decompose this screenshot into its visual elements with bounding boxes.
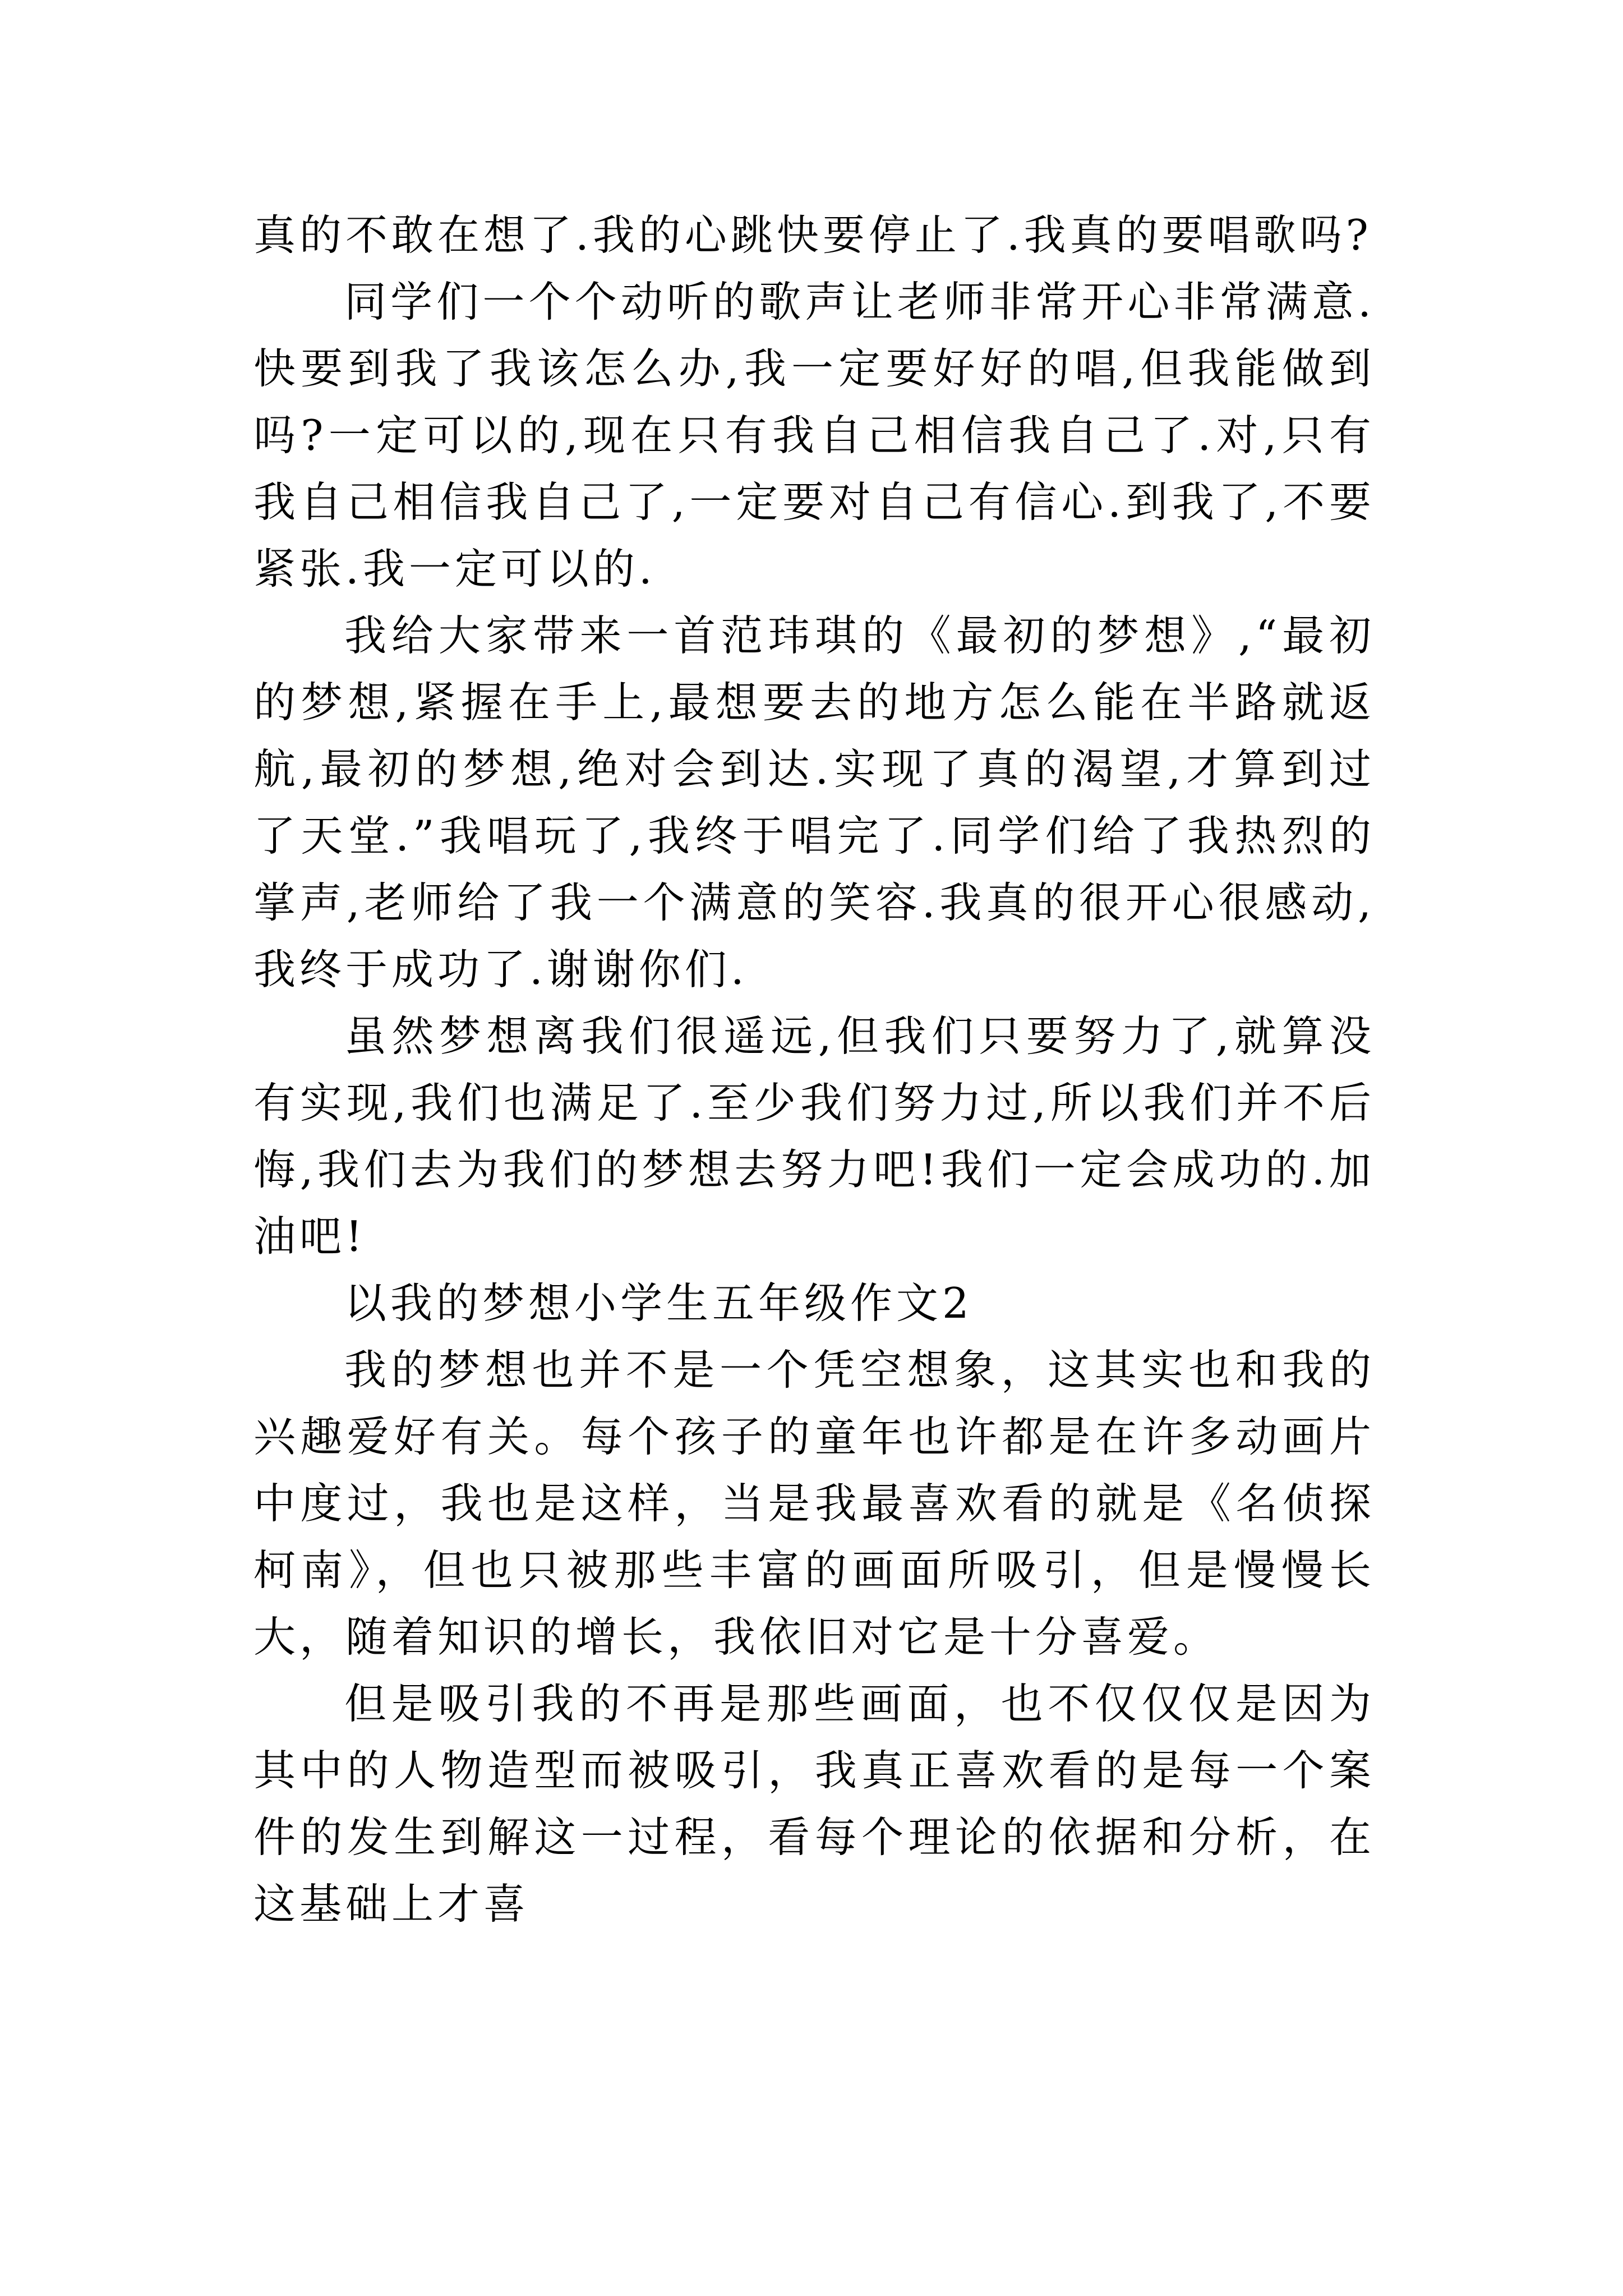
document-body [253,202,1375,1938]
section-heading: 以我的梦想小学生五年级作文2 [344,1278,973,1328]
paragraph: 虽然梦想离我们很遥远,但我们只要努力了,就算没有实现,我们也满足了.至少我们努力过,所以我们并不后悔,我们去为我们的梦想去努力吧!我们一定会成功的.加油吧! [253,1011,1375,1261]
paragraph: 但是吸引我的不再是那些画面，也不仅仅仅是因为其中的人物造型而被吸引，我真正喜欢看的是每一个案件的发生到解这一过程，看每个理论的依据和分析，在这基础上才喜 [253,1679,1375,1929]
paragraph-continuation: 真的不敢在想了.我的心跳快要停止了.我真的要唱歌吗? [253,210,1372,260]
paragraph: 我的梦想也并不是一个凭空想象，这其实也和我的兴趣爱好有关。每个孩子的童年也许都是在许多动画片中度过，我也是这样，当是我最喜欢看的就是《名侦探柯南》，但也只被那些丰富的画面所吸引，但是慢慢长大，随着知识的增长，我依旧对它是十分喜爱。 [253,1345,1375,1662]
paragraph: 同学们一个个动听的歌声让老师非常开心非常满意.快要到我了我该怎么办,我一定要好好的唱,但我能做到吗?一定可以的,现在只有我自己相信我自己了.对,只有我自己相信我自己了,一定要对自己有信心.到我了,不要紧张.我一定可以的. [253,277,1375,593]
paragraph: 我给大家带来一首范玮琪的《最初的梦想》,“最初的梦想,紧握在手上,最想要去的地方怎么能在半路就返航,最初的梦想,绝对会到达.实现了真的渴望,才算到过了天堂.”我唱玩了,我终于唱完了.同学们给了我热烈的掌声,老师给了我一个满意的笑容.我真的很开心很感动,我终于成功了.谢谢你们. [253,611,1375,994]
